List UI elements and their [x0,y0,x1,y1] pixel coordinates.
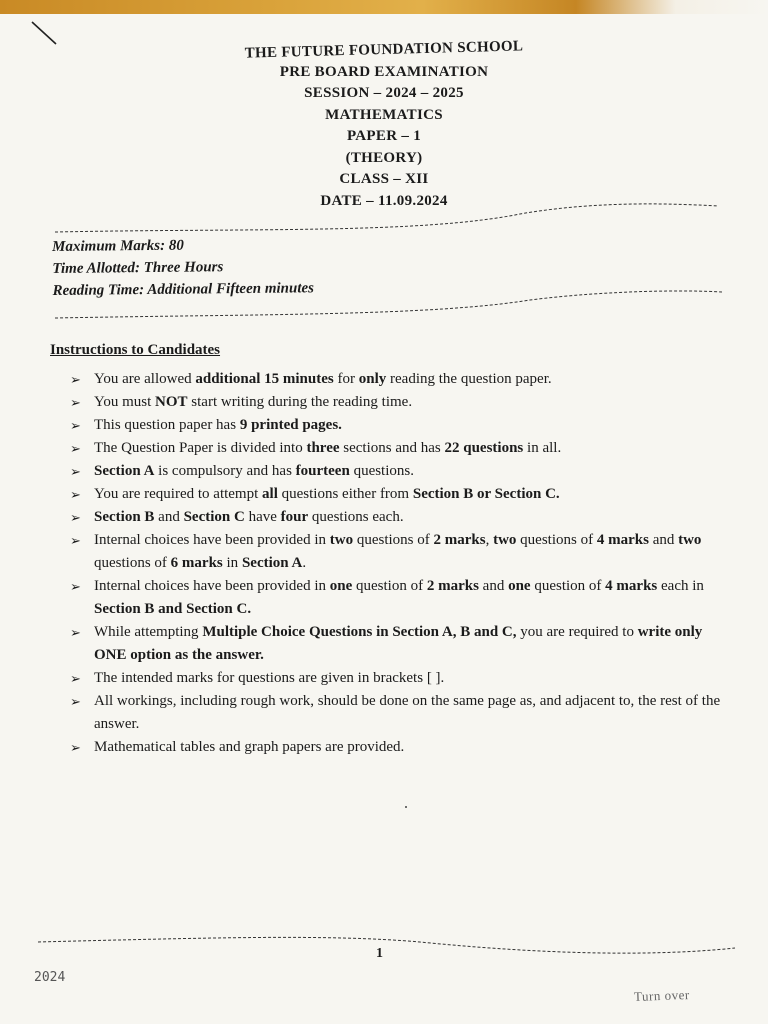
instruction-item [70,414,730,437]
session: SESSION – 2024 – 2025 [304,85,464,101]
exam-header [0,40,768,212]
instruction-text: sections and has [339,440,445,456]
instruction-text: question of [530,578,606,594]
paper-top-edge [0,0,768,14]
instruction-text: reading the question paper. [386,371,552,387]
instruction-bold-text: Section A [94,463,155,479]
instruction-bold-text: two [678,532,702,548]
arrow-bullet-icon: ➢ [70,740,81,755]
exam-meta [52,233,314,302]
arrow-bullet-icon: ➢ [70,625,81,640]
instruction-text: and [648,532,679,548]
instruction-bold-text: NOT [155,394,188,410]
instruction-bold-text: Section B [94,509,155,525]
arrow-bullet-icon: ➢ [70,487,81,502]
school-name: THE FUTURE FOUNDATION SCHOOL [244,38,524,62]
instruction-text: Internal choices have been provided in [94,578,330,594]
instruction-text: questions. [349,463,414,479]
arrow-bullet-icon: ➢ [70,441,81,456]
instruction-bold-text: write only ONE option as the answer. [94,624,703,663]
footer-year: 2024 [34,970,66,985]
instruction-text: While attempting [94,624,203,640]
class: CLASS – XII [339,171,429,187]
page-number: 1 [376,946,383,961]
max-marks: Maximum Marks: 80 [52,237,184,255]
instruction-bold-text: 4 marks [605,578,658,594]
instruction-text: questions each. [308,509,404,525]
arrow-bullet-icon: ➢ [70,694,81,709]
ink-dot [405,806,407,808]
instruction-text: questions of [353,532,434,548]
arrow-bullet-icon: ➢ [70,372,81,387]
instruction-bold-text: fourteen [295,463,350,479]
instruction-text: question of [352,578,427,594]
instruction-item [70,575,730,621]
instruction-bold-text: 4 marks [596,532,649,548]
instruction-bold-text: additional 15 minutes [195,371,334,387]
reading-time: Reading Time: Additional Fifteen minutes [52,280,315,299]
instruction-bold-text: Section C [183,509,245,525]
arrow-bullet-icon: ➢ [70,464,81,479]
instruction-item [70,437,730,460]
instruction-text: questions either from [277,486,413,502]
instructions-title: Instructions to Candidates [50,342,221,358]
instruction-text: You must [94,394,156,410]
instruction-text: for [333,371,359,387]
instruction-bold-text: Section B and Section C. [94,601,252,617]
instruction-text: each in [657,578,704,594]
paper: PAPER – 1 [346,128,422,144]
instruction-bold-text: 2 marks [433,532,486,548]
instruction-bold-text: three [306,440,340,456]
instructions-list [70,368,730,759]
instruction-bold-text: four [280,509,309,525]
instruction-text: Internal choices have been provided in [94,532,330,548]
instruction-item [70,690,730,736]
paper-type: (THEORY) [345,149,423,166]
instruction-item [70,621,730,667]
instruction-bold-text: Section A [241,555,303,571]
instruction-bold-text: two [493,532,517,548]
instruction-item [70,529,730,575]
instruction-bold-text: Section B or Section C. [412,486,560,502]
instruction-bold-text: one [508,578,531,594]
instruction-text: questions of [516,532,597,548]
instruction-bold-text: 2 marks [426,578,479,594]
instruction-item [70,667,730,690]
exam-title: PRE BOARD EXAMINATION [279,63,489,80]
instruction-text: The intended marks for questions are given in brackets [ ]. [94,670,445,686]
instruction-text: This question paper has [94,417,240,433]
instruction-bold-text: one [329,578,353,594]
dashed-rule-3 [38,937,735,953]
instruction-bold-text: only [358,371,387,387]
arrow-bullet-icon: ➢ [70,395,81,410]
instruction-text: in [222,555,242,571]
instruction-item [70,483,730,506]
instruction-bold-text: two [329,532,354,548]
instruction-text: start writing during the reading time. [187,394,413,410]
instruction-item [70,506,730,529]
instruction-text: . [302,555,307,571]
instruction-item [70,736,730,759]
instruction-bold-text: 22 questions [444,440,524,456]
instruction-text: in all. [523,440,562,456]
instruction-text: have [244,509,281,525]
arrow-bullet-icon: ➢ [70,579,81,594]
instruction-item [70,368,730,391]
instruction-text: All workings, including rough work, should be done on the same page as, and adjacent to, the rest of the answer. [94,693,721,732]
instruction-bold-text: 6 marks [170,555,223,571]
arrow-bullet-icon: ➢ [70,418,81,433]
instruction-text: Mathematical tables and graph papers are provided. [94,739,405,755]
instruction-bold-text: 9 printed pages. [239,417,342,433]
time-allotted: Time Allotted: Three Hours [52,259,224,277]
arrow-bullet-icon: ➢ [70,671,81,686]
instruction-text: The Question Paper is divided into [94,440,307,456]
exam-date: DATE – 11.09.2024 [320,192,448,209]
instruction-text: questions of [94,555,171,571]
instruction-text: and [478,578,509,594]
instruction-item [70,391,730,414]
instruction-text: , [485,532,494,548]
instruction-text: you are required to [516,624,638,640]
instruction-item [70,460,730,483]
instruction-text: You are required to attempt [94,486,263,502]
turn-over-note: Turn over [633,987,690,1004]
instruction-text: is compulsory and has [154,463,296,479]
instruction-bold-text: all [262,486,278,502]
arrow-bullet-icon: ➢ [70,533,81,548]
instruction-bold-text: Multiple Choice Questions in Section A, B and C, [202,624,517,640]
instruction-text: and [154,509,184,525]
instruction-text: You are allowed [94,371,196,387]
subject: MATHEMATICS [325,106,443,123]
arrow-bullet-icon: ➢ [70,510,81,525]
